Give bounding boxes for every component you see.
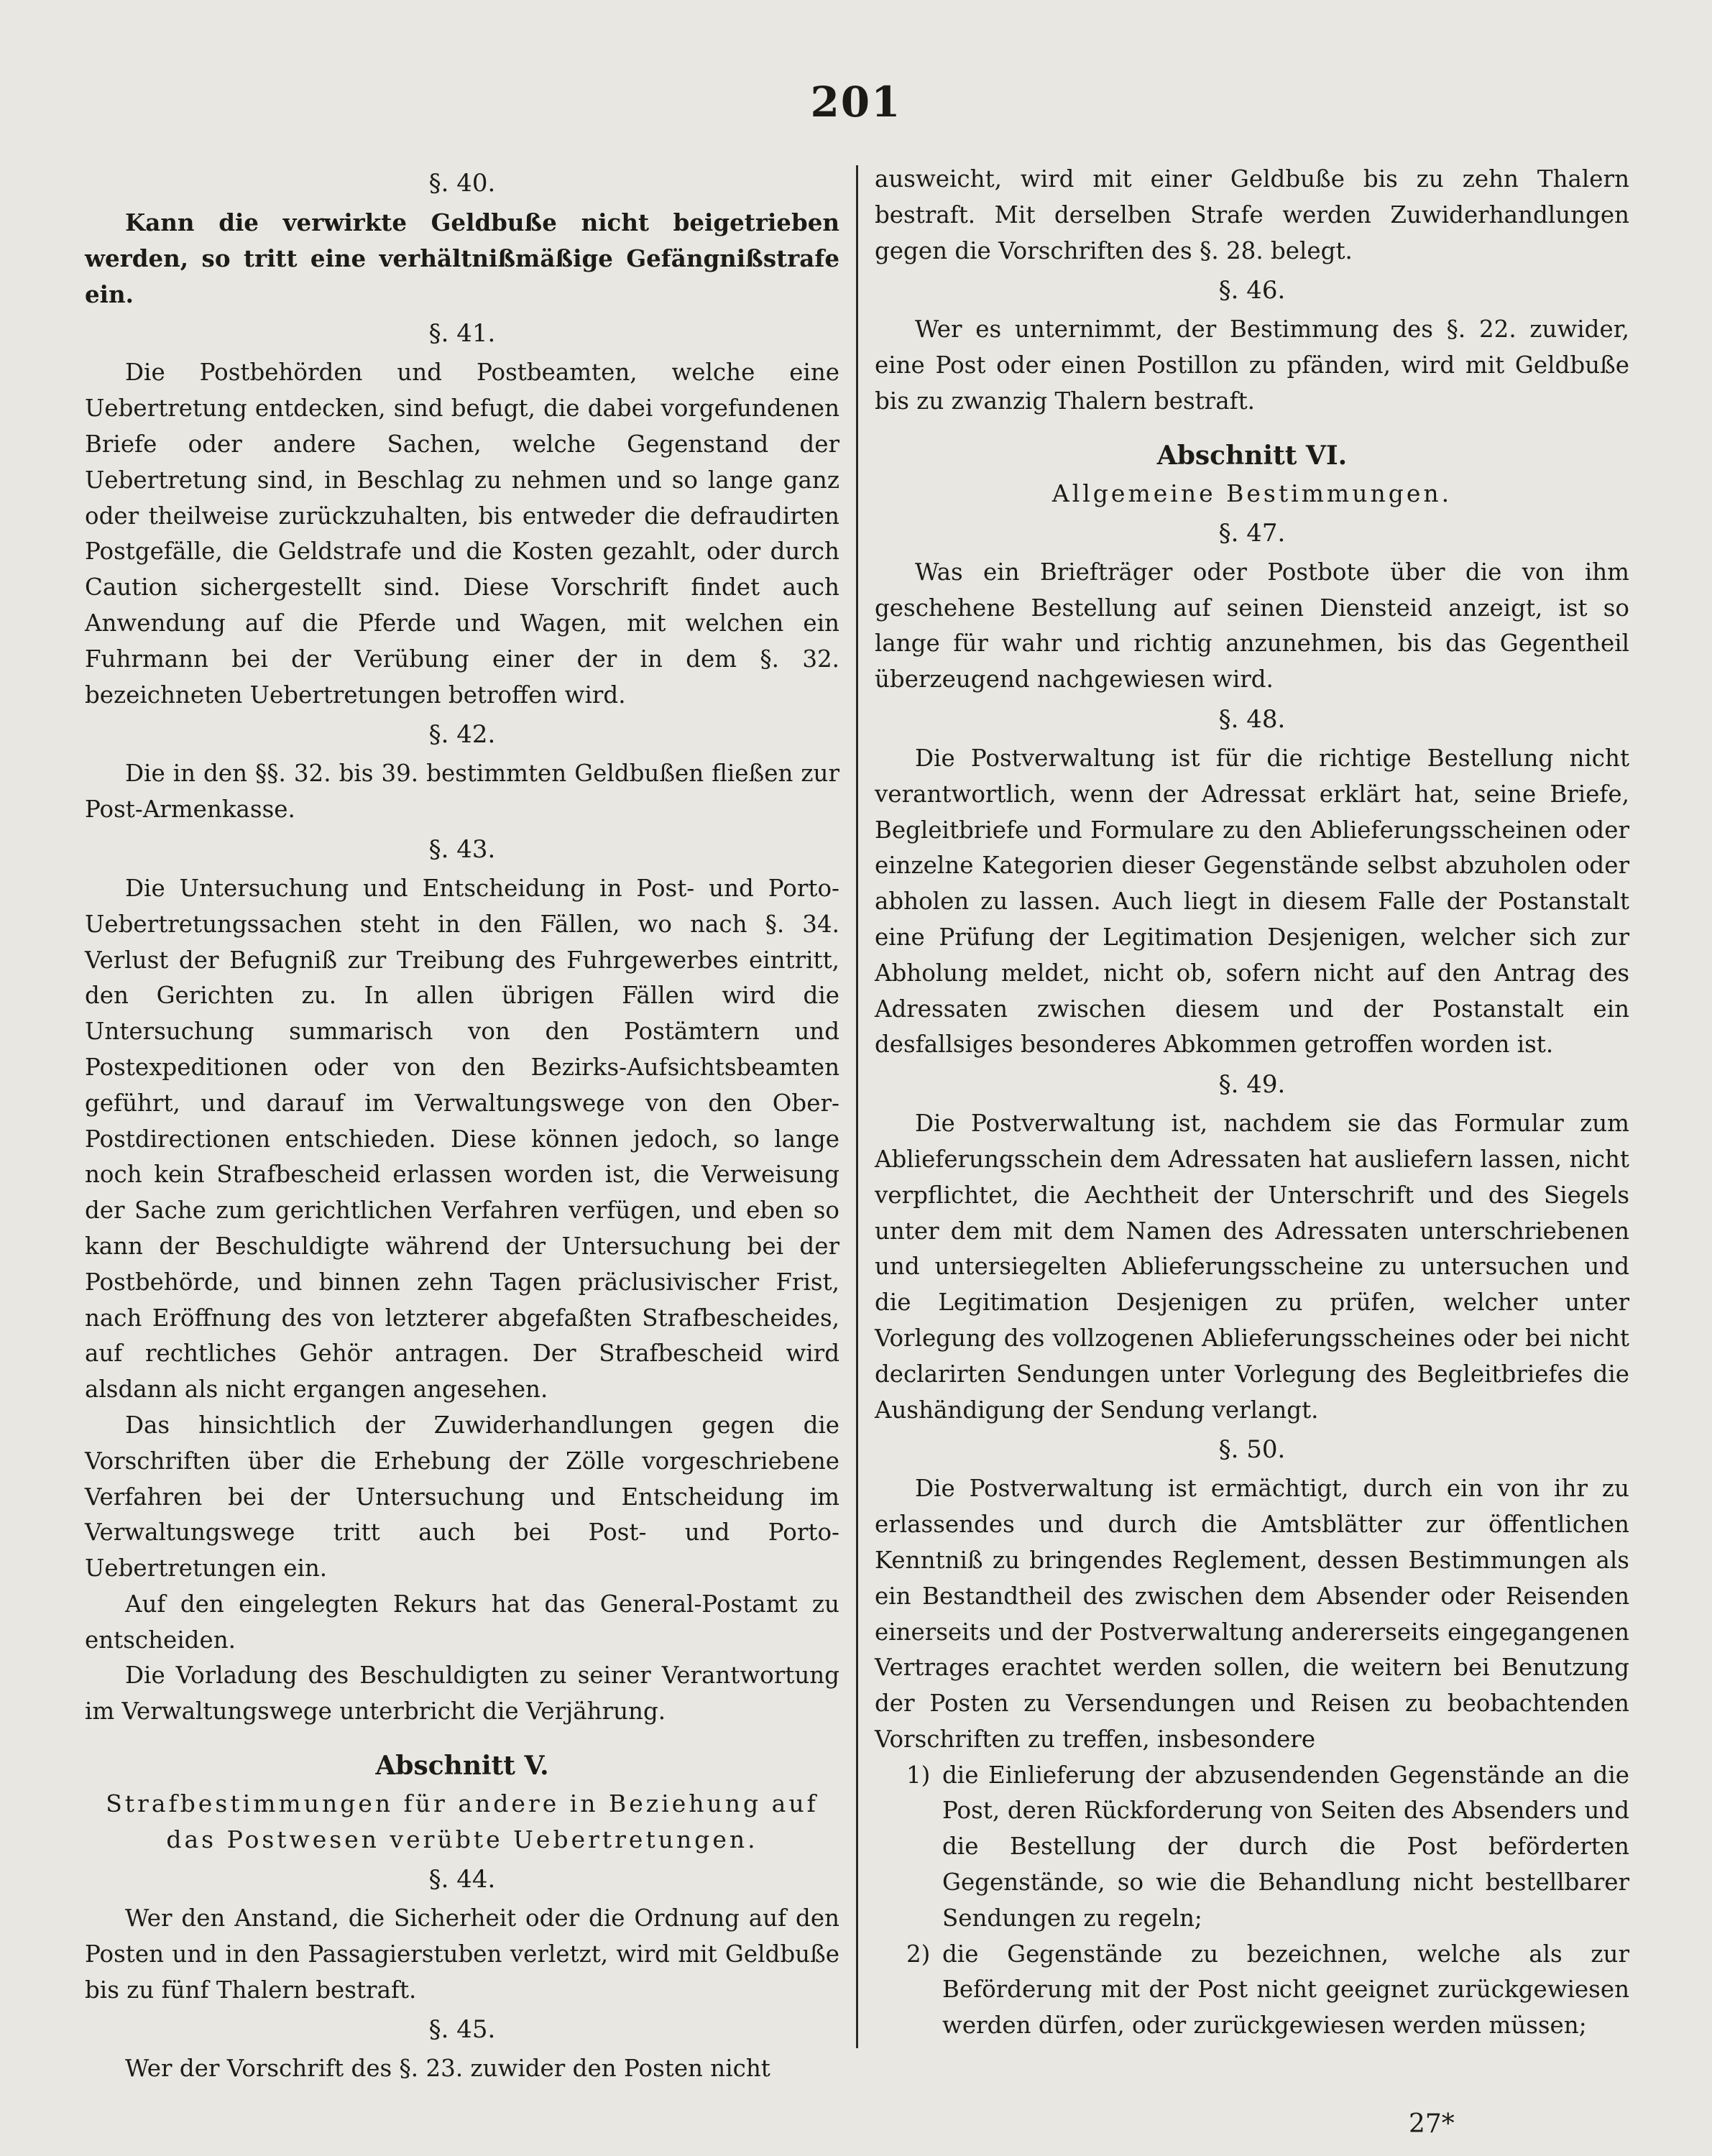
paragraph-text: Was ein Briefträger oder Postbote über die von ihm geschehene Bestellung auf seinen Diensteid anzeigt, ist so lange für wahr und richtig anzunehmen, bis das Gegentheil überzeugend nachgewiesen wird. xyxy=(875,558,1629,694)
paragraph-text: ausweicht, wird mit einer Geldbuße bis zu zehn Thalern bestraft. Mit derselben Strafe werden Zuwiderhandlungen gegen die Vorschriften des §. 28. belegt. xyxy=(875,165,1629,264)
column-divider xyxy=(856,165,858,2048)
paragraph-text: Kann die verwirkte Geldbuße nicht beigetrieben werden, so tritt eine verhältnißmäßige Gefängnißstrafe ein. xyxy=(85,208,839,308)
paragraph-heading: §. 44. xyxy=(428,1865,496,1894)
left-column xyxy=(85,162,839,2087)
paragraph-heading: §. 50. xyxy=(1218,1435,1286,1465)
list-item xyxy=(875,1758,1629,1937)
paragraph-text: Wer der Vorschrift des §. 23. zuwider den Posten nicht xyxy=(125,2055,770,2083)
section-subtitle: Allgemeine Bestimmungen. xyxy=(1051,479,1453,507)
signature-mark: 27* xyxy=(1409,2109,1455,2139)
paragraph-heading: §. 40. xyxy=(428,169,496,198)
paragraph-text: Die Postbehörden und Postbeamten, welche eine Uebertretung entdecken, sind befugt, die dabei vorgefundenen Briefe oder andere Sachen, welche Gegenstand der Uebertretung sind, in Beschlag zu nehmen und so lange ganz oder theilweise zurückzuhalten, bis entweder die defraudirten Postgefälle, die Geldstrafe und die Kosten gezahlt, oder durch Caution sichergestellt sind. Diese Vorschrift findet auch Anwendung auf die Pferde und Wagen, mit welchen ein Fuhrmann bei der Verübung einer der in dem §. 32. bezeichneten Uebertretungen betroffen wird. xyxy=(85,359,839,709)
paragraph-heading: §. 46. xyxy=(1218,276,1286,305)
paragraph-heading: §. 49. xyxy=(1218,1070,1286,1100)
section-title: Abschnitt VI. xyxy=(1156,440,1348,471)
paragraph-heading: §. 41. xyxy=(428,319,496,349)
right-column xyxy=(875,162,1629,2044)
list-item-number: 2) xyxy=(906,1940,931,1968)
paragraph-text: Auf den eingelegten Rekurs hat das General-Postamt zu entscheiden. xyxy=(85,1590,839,1654)
paragraph-text: Wer es unternimmt, der Bestimmung des §. 22. zuwider, eine Post oder einen Postillon zu pfänden, wird mit Geldbuße bis zu zwanzig Thalern bestraft. xyxy=(875,315,1629,415)
paragraph-heading: §. 48. xyxy=(1218,704,1286,734)
paragraph-text: Die Postverwaltung ist, nachdem sie das Formular zum Ablieferungsschein dem Adressaten hat ausliefern lassen, nicht verpflichtet, die Aechtheit der Unterschrift und des Siegels unter dem mit dem Namen des Adressaten unterschriebenen und untersiegelten Ablieferungsscheine zu untersuchen und die Legitimation Desjenigen zu prüfen, welcher unter Vorlegung des vollzogenen Ablieferungsscheines oder bei nicht declarirten Sendungen unter Vorlegung des Begleitbriefes die Aushändigung der Sendung verlangt. xyxy=(875,1110,1629,1424)
paragraph-heading: §. 43. xyxy=(428,834,496,864)
page-number: 201 xyxy=(810,78,902,126)
section-title: Abschnitt V. xyxy=(375,1751,549,1782)
section-subtitle: Strafbestimmungen für andere in Beziehung auf das Postwesen verübte Uebertretungen. xyxy=(106,1789,819,1854)
paragraph-heading: §. 42. xyxy=(428,720,496,750)
paragraph-text: Die Untersuchung und Entscheidung in Post- und Porto-Uebertretungssachen steht in den Fällen, wo nach §. 34. Verlust der Befugniß zur Treibung des Fuhrgewerbes eintritt, den Gerichten zu. In allen übrigen Fällen wird die Untersuchung summarisch von den Postämtern und Postexpeditionen oder von den Bezirks-Aufsichtsbeamten geführt, und darauf im Verwaltungswege von den Ober-Postdirectionen entschieden. Diese können jedoch, so lange noch kein Strafbescheid erlassen worden ist, die Verweisung der Sache zum gerichtlichen Verfahren verfügen, und eben so kann der Beschuldigte während der Untersuchung bei der Postbehörde, und binnen zehn Tagen präclusivischer Frist, nach Eröffnung des von letzterer abgefaßten Strafbescheides, auf rechtliches Gehör antragen. Der Strafbescheid wird alsdann als nicht ergangen angesehen. xyxy=(85,874,839,1404)
paragraph-text: Die in den §§. 32. bis 39. bestimmten Geldbußen fließen zur Post-Armenkasse. xyxy=(85,760,839,824)
paragraph-text: Die Postverwaltung ist ermächtigt, durch ein von ihr zu erlassendes und durch die Amtsblätter zur öffentlichen Kenntniß zu bringendes Reglement, dessen Bestimmungen als ein Bestandtheil des zwischen dem Absender oder Reisenden einerseits und der Postverwaltung andererseits eingegangenen Vertrages erachtet werden sollen, die weitern bei Benutzung der Posten zu Versendungen und Reisen zu beobachtenden Vorschriften zu treffen, insbesondere xyxy=(875,1475,1629,1753)
paragraph-text: Die Postverwaltung ist für die richtige Bestellung nicht verantwortlich, wenn der Adressat erklärt hat, seine Briefe, Begleitbriefe und Formulare zu den Ablieferungsscheinen oder einzelne Kategorien dieser Gegenstände selbst abzuholen oder abholen zu lassen. Auch liegt in diesem Falle der Postanstalt eine Prüfung der Legitimation Desjenigen, welcher sich zur Abholung meldet, nicht ob, sofern nicht auf den Antrag des Adressaten zwischen diesem und der Postanstalt ein desfallsiges besonderes Abkommen getroffen worden ist. xyxy=(875,744,1629,1059)
paragraph-heading: §. 45. xyxy=(428,2015,496,2045)
paragraph-text: Wer den Anstand, die Sicherheit oder die Ordnung auf den Posten und in den Passagierstuben verletzt, wird mit Geldbuße bis zu fünf Thalern bestraft. xyxy=(85,1904,839,2004)
list-item-text: die Gegenstände zu bezeichnen, welche als zur Beförderung mit der Post nicht geeignet zurückgewiesen werden dürfen, oder zurückgewiesen werden müssen; xyxy=(942,1940,1629,2040)
paragraph-text: Die Vorladung des Beschuldigten zu seiner Verantwortung im Verwaltungswege unterbricht die Verjährung. xyxy=(85,1662,839,1726)
list-item-number: 1) xyxy=(906,1761,931,1789)
paragraph-heading: §. 47. xyxy=(1218,518,1286,548)
list-item xyxy=(875,1937,1629,2044)
list-item-text: die Einlieferung der abzusendenden Gegenstände an die Post, deren Rückforderung von Seiten des Absenders und die Bestellung der durch die Post beförderten Gegenstände, so wie die Behandlung nicht bestellbarer Sendungen zu regeln; xyxy=(942,1761,1629,1932)
paragraph-text: Das hinsichtlich der Zuwiderhandlungen gegen die Vorschriften über die Erhebung der Zölle vorgeschriebene Verfahren bei der Untersuchung und Entscheidung im Verwaltungswege tritt auch bei Post- und Porto-Uebertretungen ein. xyxy=(85,1411,839,1583)
